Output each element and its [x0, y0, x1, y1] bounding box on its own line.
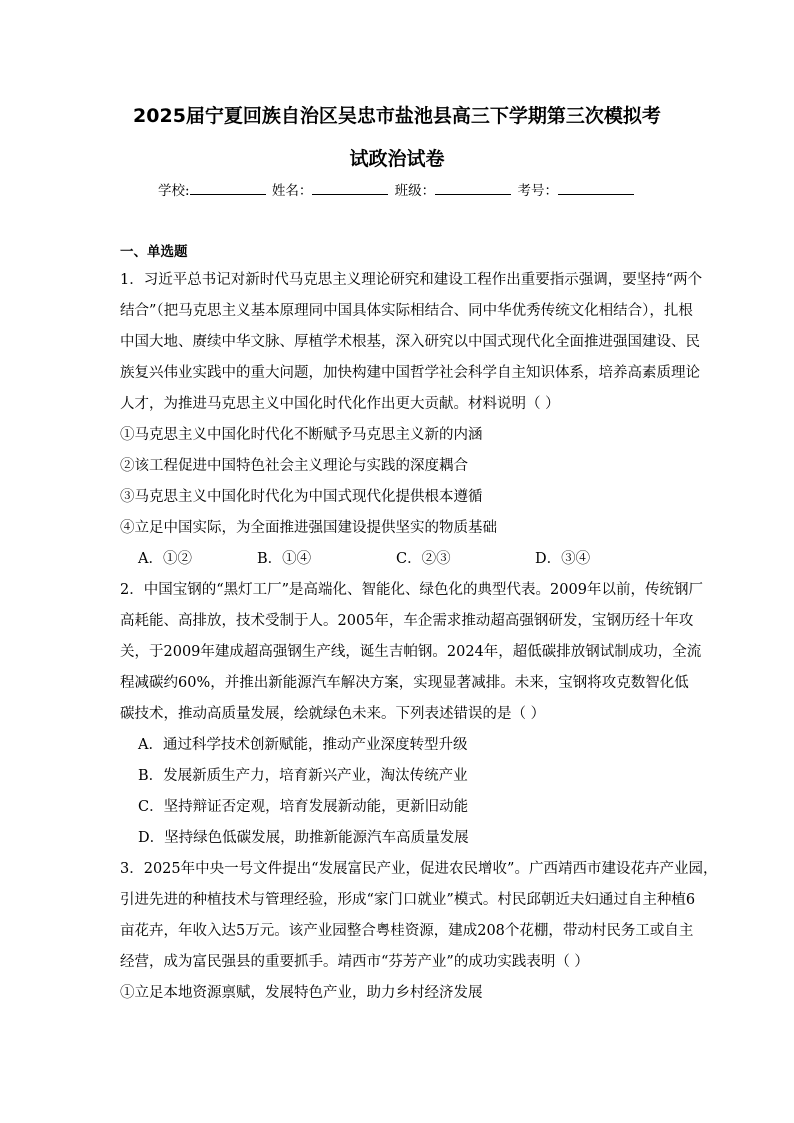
- id-label: 考号：: [517, 183, 558, 199]
- q3-line: 引进先进的种植技术与管理经验，形成“家门口就业”模式。村民邱朝近夫妇通过自主种植6: [120, 892, 696, 908]
- q3-line: 亩花卉，年收入达5万元。该产业园整合粤桂资源，建成208个花棚，带动村民务工或自主: [120, 923, 694, 939]
- exam-title-line-1: 2025届宁夏回族自治区吴忠市盐池县高三下学期第三次模拟考: [133, 105, 661, 127]
- name-label: 姓名：: [271, 183, 313, 199]
- q2-option-c[interactable]: C．坚持辩证否定观，培育发展新动能，更新旧动能: [138, 799, 469, 815]
- class-blank[interactable]: [435, 181, 511, 195]
- q1-statement: ④立足中国实际，为全面推进强国建设提供坚实的物质基础: [120, 520, 497, 536]
- q2-line: 高耗能、高排放，技术受制于人。2005年，车企需求推动超高强钢研发，宝钢历经十年攻: [120, 613, 694, 629]
- q1-line: 结合”（把马克思主义基本原理同中国具体实际相结合、同中华优秀传统文化相结合），扎根: [120, 303, 693, 319]
- q3-line: 3．2025年中央一号文件提出“发展富民产业，促进农民增收”。广西靖西市建设花卉产业园，: [120, 861, 718, 877]
- q1-choice-d[interactable]: D．③④: [535, 551, 591, 567]
- q1-choice-b[interactable]: B．①④: [257, 551, 312, 567]
- q2-option-a[interactable]: A．通过科学技术创新赋能，推动产业深度转型升级: [138, 737, 468, 753]
- q1-choice-c[interactable]: C．②③: [396, 551, 451, 567]
- q1-line: 人才，为推进马克思主义中国化时代化作出更大贡献。材料说明（ ）: [120, 396, 560, 412]
- section-heading: 一、单选题: [120, 244, 188, 260]
- q2-line: 2．中国宝钢的“黑灯工厂”是高端化、智能化、绿色化的典型代表。2009年以前，传统钢厂: [120, 582, 703, 598]
- q3-line: 经营，成为富民强县的重要抓手。靖西市“芬芳产业”的成功实践表明（ ）: [120, 954, 589, 970]
- q1-choice-a[interactable]: A．①②: [138, 551, 192, 567]
- q2-option-d[interactable]: D．坚持绿色低碳发展，助推新能源汽车高质量发展: [138, 830, 469, 846]
- q2-line: 关，于2009年建成超高强钢生产线，诞生吉帕钢。2024年，超低碳排放钢试制成功，全流: [120, 644, 702, 660]
- name-blank[interactable]: [312, 181, 388, 195]
- q1-statement: ①马克思主义中国化时代化不断赋予马克思主义新的内涵: [120, 427, 483, 443]
- q2-line: 碳技术，推动高质量发展，绘就绿色未来。下列表述错误的是（ ）: [120, 706, 546, 722]
- q1-line: 族复兴伟业实践中的重大问题，加快构建中国哲学社会科学自主知识体系，培养高素质理论: [120, 365, 700, 381]
- q1-statement: ②该工程促进中国特色社会主义理论与实践的深度耦合: [120, 458, 468, 474]
- q1-statement: ③马克思主义中国化时代化为中国式现代化提供根本遵循: [120, 489, 483, 505]
- q1-line: 1．习近平总书记对新时代马克思主义理论研究和建设工程作出重要指示强调，要坚持“两个: [120, 272, 703, 288]
- school-blank[interactable]: [190, 181, 266, 195]
- q1-line: 中国大地、赓续中华文脉、厚植学术根基，深入研究以中国式现代化全面推进强国建设、民: [120, 334, 700, 350]
- exam-title-line-2: 试政治试卷: [349, 148, 445, 170]
- q2-option-b[interactable]: B．发展新质生产力，培育新兴产业，淘汰传统产业: [138, 768, 468, 784]
- class-label: 班级：: [394, 183, 436, 199]
- school-label: 学校:: [158, 183, 190, 199]
- q2-line: 程减碳约60%，并推出新能源汽车解决方案，实现显著减排。未来，宝钢将攻克数智化低: [120, 675, 689, 691]
- student-info-row: [0, 181, 794, 200]
- q3-statement: ①立足本地资源禀赋，发展特色产业，助力乡村经济发展: [120, 985, 483, 1001]
- id-blank[interactable]: [558, 181, 634, 195]
